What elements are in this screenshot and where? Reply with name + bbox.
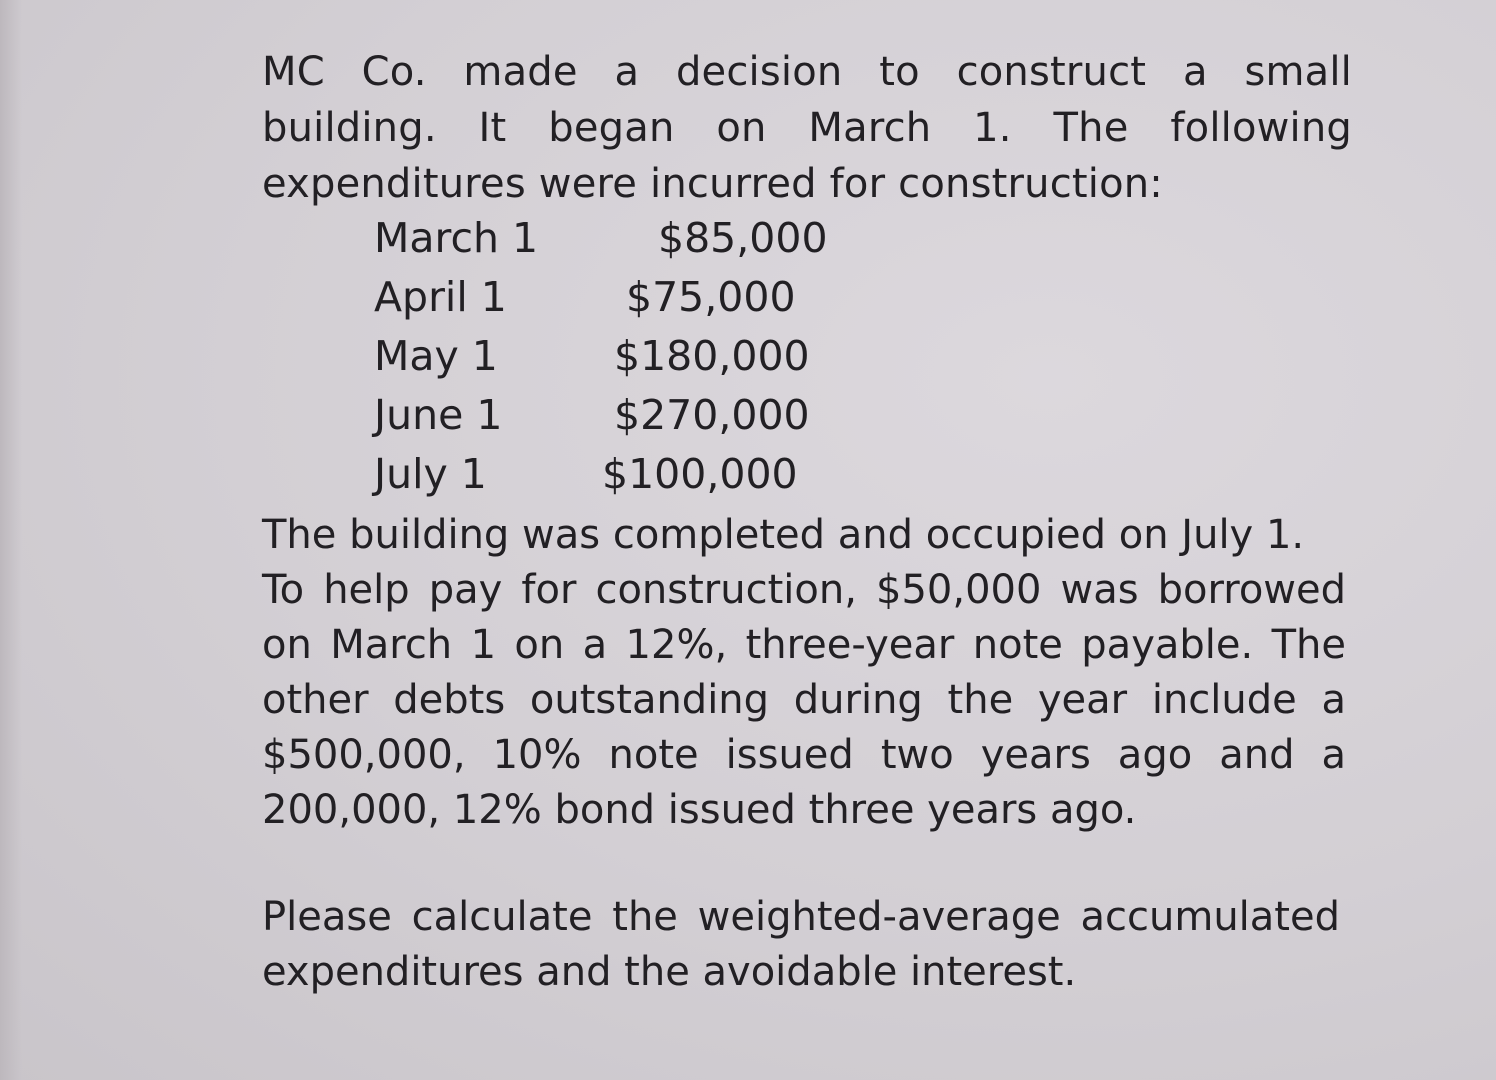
expenditure-date: May 1 (374, 332, 498, 380)
screen-edge-shadow (0, 0, 22, 1080)
expenditure-row (262, 273, 882, 332)
expenditure-date: April 1 (374, 273, 507, 321)
expenditure-list (262, 214, 882, 509)
expenditure-amount: $270,000 (614, 391, 810, 439)
details-line-1: The building was completed and occupied on July 1. (262, 512, 1305, 558)
question-paragraph (262, 890, 1340, 1000)
details-paragraph (262, 508, 1346, 838)
details-line-2: To help pay for construction, $50,000 was borrowed (262, 567, 1346, 613)
details-line-5: $500,000, 10% note issued two years ago and a (262, 732, 1346, 778)
expenditure-amount: $85,000 (658, 214, 828, 262)
details-line-6: 200,000, 12% bond issued three years ago. (262, 787, 1137, 833)
expenditure-row (262, 332, 882, 391)
question-line-2: expenditures and the avoidable interest. (262, 949, 1077, 995)
expenditure-date: June 1 (374, 391, 503, 439)
intro-line-2: building. It began on March 1. The following (262, 105, 1352, 151)
expenditure-amount: $75,000 (626, 273, 796, 321)
expenditure-row (262, 391, 882, 450)
details-line-3: on March 1 on a 12%, three-year note payable. The (262, 622, 1346, 668)
expenditure-row (262, 450, 882, 509)
intro-paragraph (262, 44, 1352, 212)
expenditure-date: July 1 (374, 450, 487, 498)
expenditure-row (262, 214, 882, 273)
expenditure-amount: $180,000 (614, 332, 810, 380)
expenditure-amount: $100,000 (602, 450, 798, 498)
question-line-1: Please calculate the weighted-average accumulated (262, 894, 1340, 940)
intro-line-3: expenditures were incurred for construction: (262, 161, 1163, 207)
details-line-4: other debts outstanding during the year include a (262, 677, 1346, 723)
intro-line-1: MC Co. made a decision to construct a small (262, 49, 1352, 95)
expenditure-date: March 1 (374, 214, 539, 262)
